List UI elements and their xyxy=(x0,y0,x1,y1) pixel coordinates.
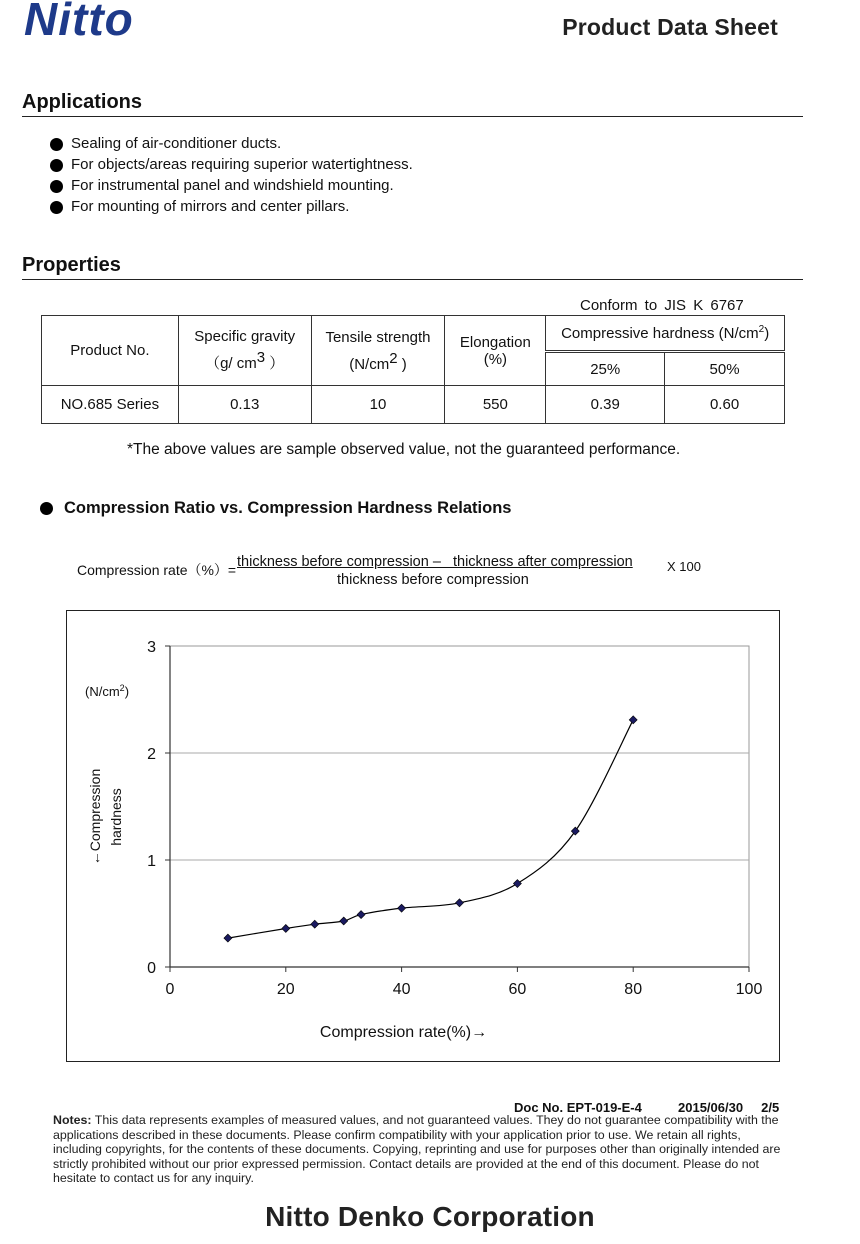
applications-heading: Applications xyxy=(22,91,803,117)
list-item: For instrumental panel and windshield mounting. xyxy=(50,176,413,197)
table-row xyxy=(42,386,785,424)
header-elongation: Elongation (%) xyxy=(445,316,546,386)
data-point xyxy=(224,934,232,942)
y-tick-label: 0 xyxy=(147,960,156,977)
nitto-logo xyxy=(22,0,218,44)
applications-list xyxy=(50,134,413,218)
doc-date: 2015/06/30 xyxy=(678,1100,744,1115)
formula-label: Compression rate（%）= xyxy=(77,562,237,578)
bullet-icon xyxy=(40,502,53,515)
formula-numerator: thickness before compression – thickness after compression xyxy=(237,554,633,570)
header-hardness-25: 25% xyxy=(546,352,665,386)
data-point xyxy=(571,827,579,835)
list-item: Sealing of air-conditioner ducts. xyxy=(50,134,413,155)
chart-section-title: Compression Ratio vs. Compression Hardness Relations xyxy=(64,499,512,517)
logo-text: Nitto xyxy=(24,0,134,44)
y-unit-label: $(N/cm^2)$ xyxy=(85,683,130,699)
x-tick-label: 100 xyxy=(735,981,763,998)
company-name: Nitto Denko Corporation xyxy=(265,1201,595,1232)
data-point xyxy=(340,917,348,925)
header-specific-gravity: Specific gravity （g/ $cm^3$ ） xyxy=(178,316,311,386)
cell-hardness-50: 0.60 xyxy=(665,386,785,424)
formula-denominator: thickness before compression xyxy=(337,572,529,588)
cell-tensile: 10 xyxy=(311,386,445,424)
header-tensile-strength: Tensile strength ($N/cm^2$ ) xyxy=(311,316,445,386)
data-point xyxy=(282,924,290,932)
list-item: For mounting of mirrors and center pillars. xyxy=(50,197,413,218)
x-tick-label: 60 xyxy=(508,981,527,998)
cell-hardness-25: 0.39 xyxy=(546,386,665,424)
doc-number: Doc No. EPT-019-E-4 xyxy=(514,1100,642,1115)
data-point xyxy=(311,920,319,928)
y-axis-label: ←Compression xyxy=(87,768,103,866)
data-point xyxy=(456,899,464,907)
x-tick-label: 40 xyxy=(392,981,411,998)
list-item: For objects/areas requiring superior watertightness. xyxy=(50,155,413,176)
plot-area xyxy=(170,646,749,967)
header-compressive-hardness: Compressive hardness $(N/cm^2)$ xyxy=(546,316,785,352)
page-number: 2/5 xyxy=(761,1100,780,1115)
data-point xyxy=(398,904,406,912)
header-hardness-50: 50% xyxy=(665,352,785,386)
notes-paragraph xyxy=(53,1113,793,1186)
cell-elongation: 550 xyxy=(445,386,546,424)
properties-heading: Properties xyxy=(22,254,803,280)
y-tick-label: 1 xyxy=(147,853,156,870)
properties-table xyxy=(41,315,785,424)
x-tick-label: 20 xyxy=(276,981,295,998)
header-product-no: Product No. xyxy=(42,316,179,386)
x-tick-label: 0 xyxy=(165,981,175,998)
cell-gravity: 0.13 xyxy=(178,386,311,424)
data-point xyxy=(629,716,637,724)
y-tick-label: 3 xyxy=(147,639,156,656)
disclaimer-note: *The above values are sample observed value, not the guaranteed performance. xyxy=(127,441,681,458)
data-point xyxy=(513,880,521,888)
document-title: Product Data Sheet xyxy=(562,14,778,40)
notes-label: Notes: xyxy=(53,1113,92,1127)
y-axis-label-line2: hardness xyxy=(108,788,124,846)
conform-standard: Conform to JIS K 6767 xyxy=(580,297,744,314)
compression-chart xyxy=(66,610,780,1062)
notes-text: This data represents examples of measured values, and not guaranteed values. They do not guarantee compatibility with the applications described in these documents. Please confirm compatibility with your application prior to use. We retain all rights, including copyrights, for the contents of these documents. Copying, reprinting and use for purposes other than originally intended are strictly prohibited without our prior expressed permission. Contact details are provided at the end of this document. Please do not hesitate to contact us for any inquiry. xyxy=(53,1113,781,1186)
data-point xyxy=(357,911,365,919)
formula-multiplier: X 100 xyxy=(667,559,701,574)
x-axis-label: Compression rate(%)→ xyxy=(319,1024,488,1041)
y-tick-label: 2 xyxy=(147,746,156,763)
table-header-row xyxy=(42,316,785,352)
x-tick-label: 80 xyxy=(624,981,643,998)
cell-product-no: NO.685 Series xyxy=(42,386,179,424)
